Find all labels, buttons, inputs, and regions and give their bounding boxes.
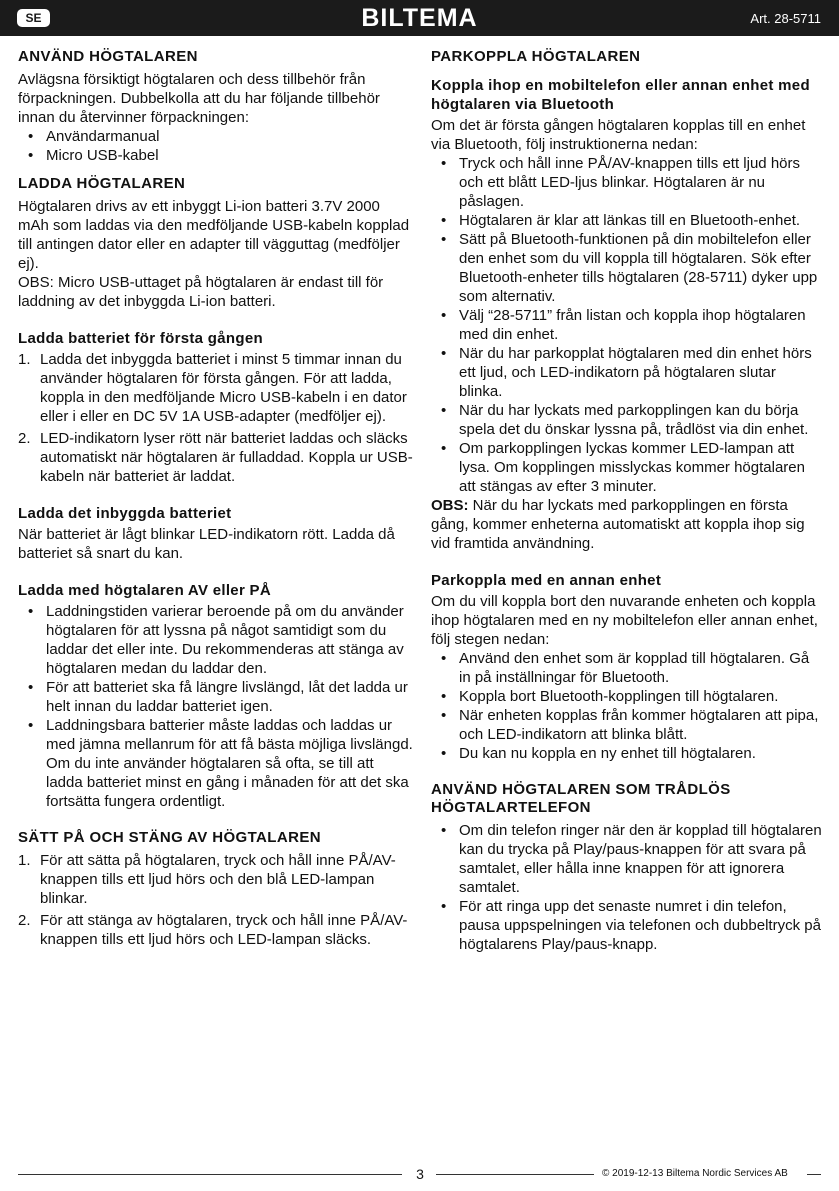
footer-divider [436,1174,594,1175]
list-item: • Laddningstiden varierar beroende på om du använder högtalaren för att lyssna på något samtidigt som du laddar det eller inte. Du rekommenderas att stänga av högtalaren medan du laddar den. [28,603,404,677]
list-item: • Välj “28-5711” från listan och koppla ihop högtalaren med din enhet. [441,307,806,343]
paragraph: Högtalaren drivs av ett inbyggt Li-ion batteri 3.7V 2000 mAh som laddas via den medföljande USB-kabeln kopplad till antingen dator eller en adapter till vägguttag (medföljer ej). [18,198,410,272]
right-column [431,48,823,954]
left-column [18,48,413,952]
paragraph: OBS: Micro USB-uttaget på högtalaren är endast till för laddning av det inbyggda Li-ion batteri. [18,274,384,310]
list-item: • När enheten kopplas från kommer högtalaren att pipa, och LED-indikatorn att blinka blått. [441,707,819,743]
numbered-list [18,350,413,486]
copyright-text: © 2019-12-13 Biltema Nordic Services AB [602,1168,788,1179]
article-number: Art. 28-5711 [750,11,821,26]
list-item: • Micro USB-kabel [28,147,159,164]
page-number: 3 [416,1166,424,1182]
subsection-heading: Ladda det inbyggda batteriet [18,505,232,522]
section-heading: LADDA HÖGTALAREN [18,175,186,192]
note-paragraph [431,496,823,553]
bullet-list [431,154,823,496]
bullet-list [431,821,823,954]
list-item: 2. För att stänga av högtalaren, tryck och håll inne PÅ/AV-knappen tills ett ljud hörs och LED-lampan släcks. [18,912,408,948]
page-header [0,0,839,40]
list-item: • Laddningsbara batterier måste laddas och laddas ur med jämna mellanrum för att få bästa möjliga livslängd. Om du inte använder högtalaren så ofta, se till att ladda batteriet minst en gång i månaden för att det ska fortsätta fungera ordentligt. [28,717,413,810]
subsection-heading: Ladda batteriet för första gången [18,330,263,347]
bullet-list [18,602,413,811]
bullet-list [18,127,413,165]
note-label: OBS: [431,497,469,514]
language-badge: SE [17,9,50,27]
subsection-heading: Parkoppla med en annan enhet [431,572,662,589]
list-item: • Högtalaren är klar att länkas till en Bluetooth-enhet. [441,212,801,229]
bullet-list [431,649,823,763]
list-item: • När du har lyckats med parkopplingen kan du börja spela det du önskar lyssna på, trådlöst via din enhet. [441,402,809,438]
paragraph: Om det är första gången högtalaren kopplas till en enhet via Bluetooth, följ instruktionerna nedan: [431,117,806,153]
list-item: • Koppla bort Bluetooth-kopplingen till högtalaren. [441,688,779,705]
section-heading: ANVÄND HÖGTALAREN SOM TRÅDLÖS HÖGTALARTELEFON [431,781,731,816]
list-item: 1. För att sätta på högtalaren, tryck och håll inne PÅ/AV-knappen tills ett ljud hörs och den blå LED-lampan blinkar. [18,852,396,907]
section-heading: ANVÄND HÖGTALAREN [18,48,198,65]
list-item: • När du har parkopplat högtalaren med din enhet hörs ett ljud, och LED-indikatorn på högtalaren slutar blinka. [441,345,812,400]
list-item: 2. LED-indikatorn lyser rött när batteriet laddas och släcks automatiskt när högtalaren är fulladdad. Koppla ur USB-kabeln när batteriet är laddat. [18,430,413,485]
footer-divider [807,1174,821,1175]
note-text: När du har lyckats med parkopplingen en första gång, kommer enheterna automatiskt att koppla ihop sig vid framtida användning. [431,497,805,552]
paragraph: När batteriet är lågt blinkar LED-indikatorn rött. Ladda då batteriet så snart du kan. [18,526,395,562]
page-footer [0,1162,839,1184]
numbered-list [18,851,413,949]
list-item: • Om parkopplingen lyckas kommer LED-lampan att lysa. Om kopplingen misslyckas kommer högtalaren att stängas av efter 3 minuter. [441,440,805,495]
list-item: • Du kan nu koppla en ny enhet till högtalaren. [441,745,756,762]
list-item: • Användarmanual [28,128,160,145]
list-item: • För att ringa upp det senaste numret i din telefon, pausa uppspelningen via telefonen och dubbeltryck på högtalarens Play/paus-knapp. [441,898,821,953]
subsection-heading: Koppla ihop en mobiltelefon eller annan enhet med högtalaren via Bluetooth [431,77,810,113]
paragraph: Avlägsna försiktigt högtalaren och dess tillbehör från förpackningen. Dubbelkolla att du har följande tillbehör innan du återvinner förpackningen: [18,71,380,126]
paragraph: Om du vill koppla bort den nuvarande enheten och koppla ihop högtalaren med en ny mobiltelefon eller annan enhet, följ stegen nedan: [431,593,818,648]
list-item: 1. Ladda det inbyggda batteriet i minst 5 timmar innan du använder högtalaren för första gången. För att ladda, koppla in den medföljande Micro USB-kabeln i en dator eller i eller en DC 5V 1A USB-adapter (medföljer ej). [18,351,407,425]
section-heading: SÄTT PÅ OCH STÄNG AV HÖGTALAREN [18,829,321,846]
brand-logo: BILTEMA [361,4,478,32]
section-heading: PARKOPPLA HÖGTALAREN [431,48,641,65]
list-item: • Sätt på Bluetooth-funktionen på din mobiltelefon eller den enhet som du vill koppla till högtalaren. Sök efter Bluetooth-enheter tills högtalaren (28-5711) dyker upp som alternativ. [441,231,818,305]
list-item: • För att batteriet ska få längre livslängd, låt det ladda ur helt innan du laddar batteriet igen. [28,679,408,715]
footer-divider [18,1174,402,1175]
subsection-heading: Ladda med högtalaren AV eller PÅ [18,582,271,599]
list-item: • Om din telefon ringer när den är kopplad till högtalaren kan du trycka på Play/paus-knappen för att svara på samtalet, eller hålla inne knappen för att ignorera samtalet. [441,822,822,896]
list-item: • Använd den enhet som är kopplad till högtalaren. Gå in på inställningar för Bluetooth. [441,650,810,686]
list-item: • Tryck och håll inne PÅ/AV-knappen tills ett ljud hörs och ett blått LED-ljus blinkar. Högtalaren är nu påslagen. [441,155,801,210]
